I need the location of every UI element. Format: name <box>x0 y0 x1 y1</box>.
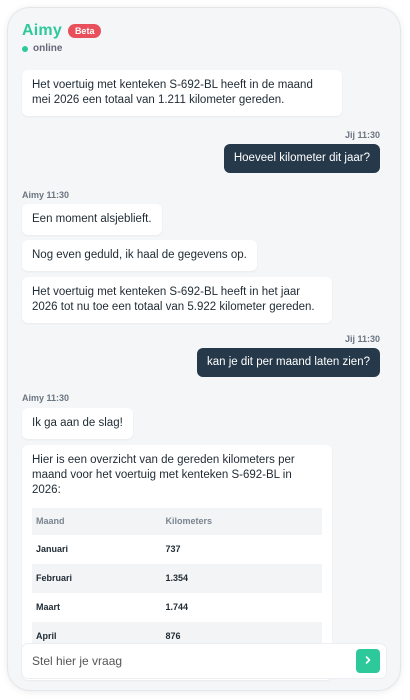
beta-badge: Beta <box>68 24 102 38</box>
message-list[interactable] <box>8 68 400 641</box>
bot-message-table: Hier is een overzicht van de gereden kilometers per maand voor het voertuig met kenteken S-692-BL in 2026: Maand Kilometers Januari 737 Februari 1.354 Maart 1.744 April 876 <box>22 445 332 680</box>
table-cell: 876 <box>162 622 322 651</box>
table-cell: Maart <box>36 602 61 612</box>
bot-message: Een moment alsjeblieft. <box>22 204 162 235</box>
status-text: online <box>33 43 63 54</box>
user-message: kan je dit per maand laten zien? <box>197 348 380 377</box>
chat-window <box>8 8 400 690</box>
status-indicator <box>22 43 101 54</box>
table-cell: 1.744 <box>165 602 189 612</box>
chat-header <box>22 22 101 54</box>
bot-message-meta: Aimy 11:30 <box>22 393 70 403</box>
table-row <box>32 564 322 593</box>
table-cell: Januari <box>36 544 69 554</box>
table-row <box>32 593 322 622</box>
user-message-meta: Jij 11:30 <box>344 130 380 140</box>
bot-message-meta: Aimy 11:30 <box>22 190 70 200</box>
table-cell: April <box>32 622 162 651</box>
bot-message: Ik ga aan de slag! <box>22 408 133 439</box>
table-cell: 737 <box>165 544 181 554</box>
table-row <box>32 535 322 564</box>
bot-message: Het voertuig met kenteken S-692-BL heeft in het jaar 2026 tot nu toe een totaal van 5.922 kilometer gereden. <box>22 277 332 323</box>
table-cell: Februari <box>32 564 162 593</box>
message-composer <box>22 644 386 678</box>
online-dot-icon <box>22 46 28 52</box>
table-header: Kilometers <box>162 508 322 535</box>
question-input[interactable] <box>22 653 356 669</box>
table-header: Maand <box>32 508 162 535</box>
table-cell: 1.354 <box>162 564 322 593</box>
user-message-meta: Jij 11:30 <box>344 334 380 344</box>
bot-message: Het voertuig met kenteken S-692-BL heeft in de maand mei 2026 een totaal van 1.211 kilometer gereden. <box>22 70 342 116</box>
user-message: Hoeveel kilometer dit jaar? <box>224 144 380 173</box>
send-button[interactable] <box>356 649 380 673</box>
app-name: Aimy <box>22 22 62 39</box>
chevron-right-icon <box>363 652 373 670</box>
bot-message: Nog even geduld, ik haal de gegevens op. <box>22 240 257 271</box>
